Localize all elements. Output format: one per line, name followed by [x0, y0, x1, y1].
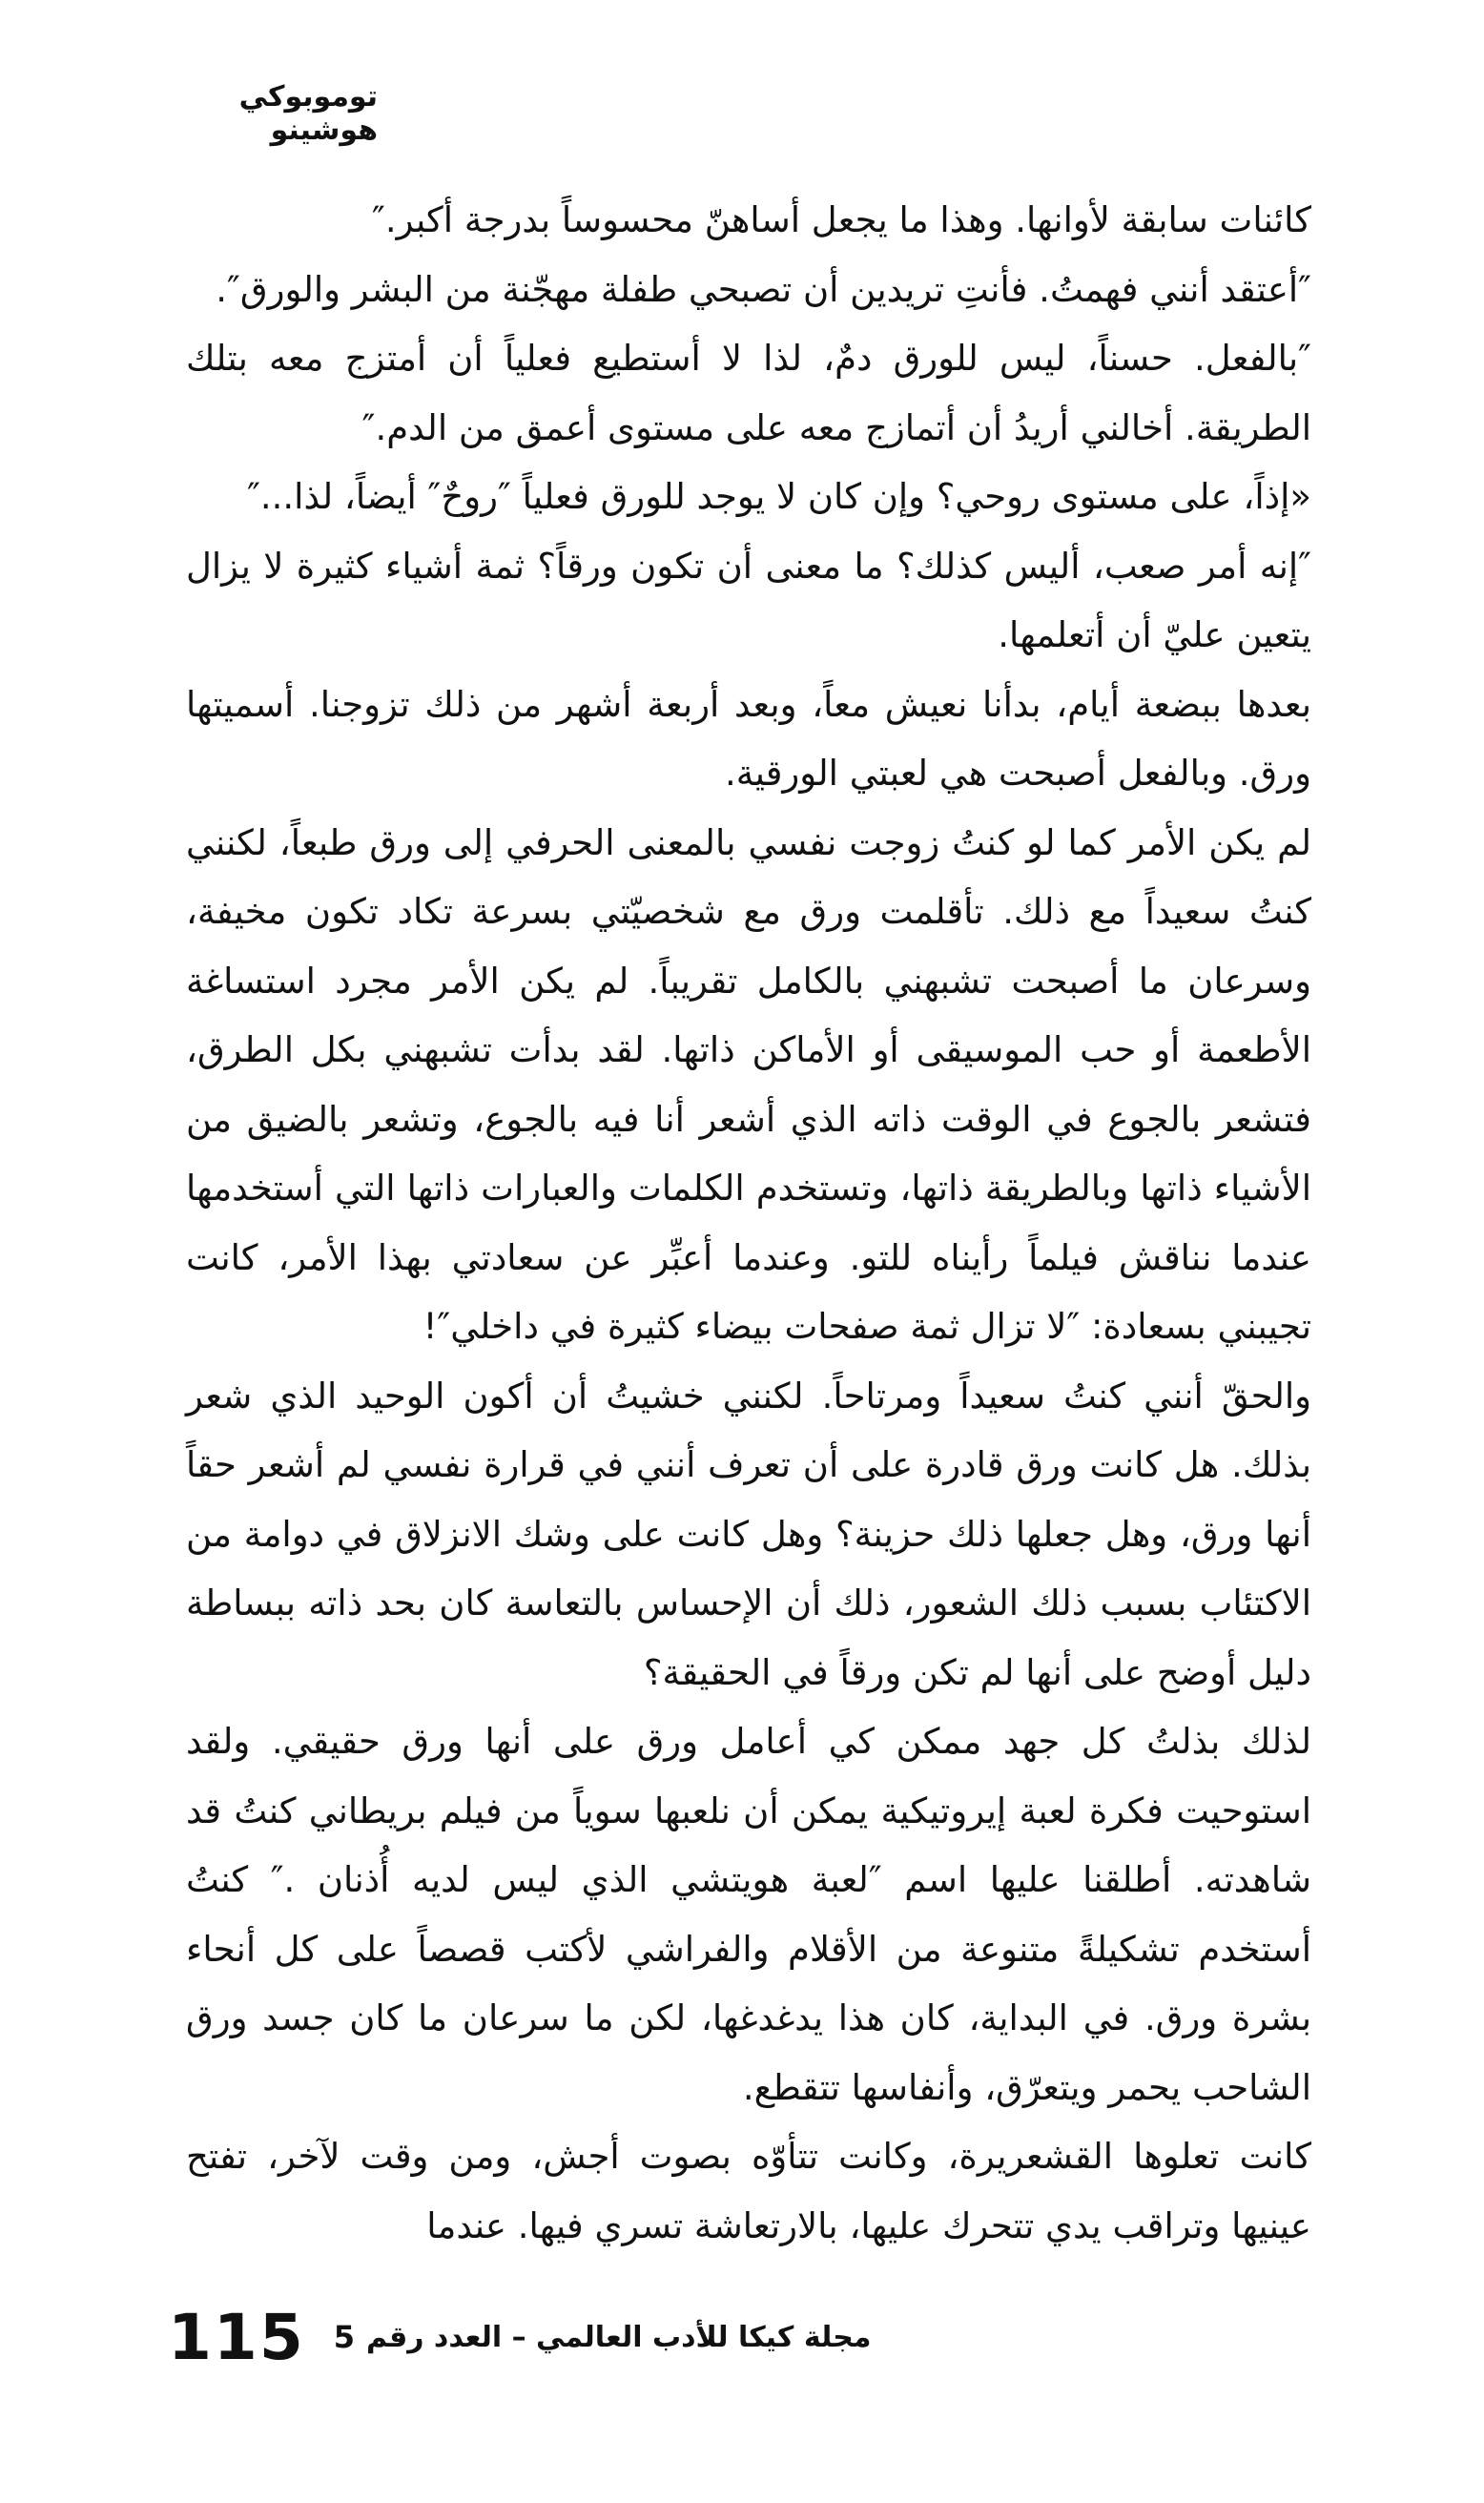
paragraph-8: والحقّ أنني كنتُ سعيداً ومرتاحاً. لكنني خشيتُ أن أكون الوحيد الذي شعر بذلك. هل كانت ورق قادرة على أن تعرف أنني في قرارة نفسي لم أشعر حقاً أنها ورق، وهل جعلها ذلك حزينة؟ وهل كانت على وشك الانزلاق في دوامة من الاكتئاب بسبب ذلك الشعور، ذلك أن الإحساس بالتعاسة كان بحد ذاته ببساطة دليل أوضح على أنها لم تكن ورقاً في الحقيقة؟ [186, 1375, 1311, 1693]
paragraph-5: ″إنه أمر صعب، أليس كذلك؟ ما معنى أن تكون ورقاً؟ ثمة أشياء كثيرة لا يزال يتعين عليّ أن أتعلمها. [186, 545, 1311, 655]
page-footer [168, 2299, 872, 2375]
running-header-author: توموبوكي هوشينو [238, 80, 378, 147]
paragraph-7: لم يكن الأمر كما لو كنتُ زوجت نفسي بالمعنى الحرفي إلى ورق طبعاً، لكنني كنتُ سعيداً مع ذلك. تأقلمت ورق مع شخصيّتي بسرعة تكاد تكون مخيفة، وسرعان ما أصبحت تشبهني بالكامل تقريباً. لم يكن الأمر مجرد استساغة الأطعمة أو حب الموسيقى أو الأماكن ذاتها. لقد بدأت تشبهني بكل الطرق، فتشعر بالجوع في الوقت ذاته الذي أشعر أنا فيه بالجوع، وتشعر بالضيق من الأشياء ذاتها وبالطريقة ذاتها، وتستخدم الكلمات والعبارات ذاتها التي أستخدمها عندما نناقش فيلماً رأيناه للتو. وعندما أعبِّر عن سعادتي بهذا الأمر، كانت تجيبني بسعادة: ″لا تزال ثمة صفحات بيضاء كثيرة في داخلي″! [186, 821, 1311, 1347]
body-text [186, 186, 1311, 2261]
paragraph-10: كانت تعلوها القشعريرة، وكانت تتأوّه بصوت أجش، ومن وقت لآخر، تفتح عينيها وتراقب يدي تتحرك عليها، بالارتعاشة تسري فيها. عندما [186, 2136, 1311, 2246]
paragraph-4: «إذاً، على مستوى روحي؟ وإن كان لا يوجد للورق فعلياً ″روحٌ″ أيضاً، لذا...″ [247, 476, 1311, 517]
paragraph-1: كائنات سابقة لأوانها. وهذا ما يجعل أساهنّ محسوساً بدرجة أكبر.″ [372, 199, 1311, 240]
paragraph-3: ″بالفعل. حسناً، ليس للورق دمٌ، لذا لا أستطيع فعلياً أن أمتزج معه بتلك الطريقة. أخالني أريدُ أن أتمازج معه على مستوى أعمق من الدم.″ [186, 338, 1311, 448]
paragraph-9: لذلك بذلتُ كل جهد ممكن كي أعامل ورق على أنها ورق حقيقي. ولقد استوحيت فكرة لعبة إيروتيكية يمكن أن نلعبها سوياً من فيلم بريطاني كنتُ قد شاهدته. أطلقنا عليها اسم ″لعبة هويتشي الذي ليس لديه أُذنان .″ كنتُ أستخدم تشكيلةً متنوعة من الأقلام والفراشي لأكتب قصصاً على كل أنحاء بشرة ورق. في البداية، كان هذا يدغدغها، لكن ما سرعان ما كان جسد ورق الشاحب يحمر ويتعرّق، وأنفاسها تتقطع. [186, 1721, 1311, 2108]
journal-name: مجلة كيكا للأدب العالمي – العدد رقم [366, 2320, 872, 2354]
paragraph-2: ″أعتقد أنني فهمتُ. فأنتِ تريدين أن تصبحي طفلة مهجّنة من البشر والورق″. [216, 268, 1311, 310]
page-number: 115 [168, 2300, 305, 2374]
issue-number: 5 [333, 2319, 356, 2355]
paragraph-6: بعدها ببضعة أيام، بدأنا نعيش معاً، وبعد أربعة أشهر من ذلك تزوجنا. أسميتها ورق. وبالفعل أصبحت هي لعبتي الورقية. [186, 683, 1311, 794]
